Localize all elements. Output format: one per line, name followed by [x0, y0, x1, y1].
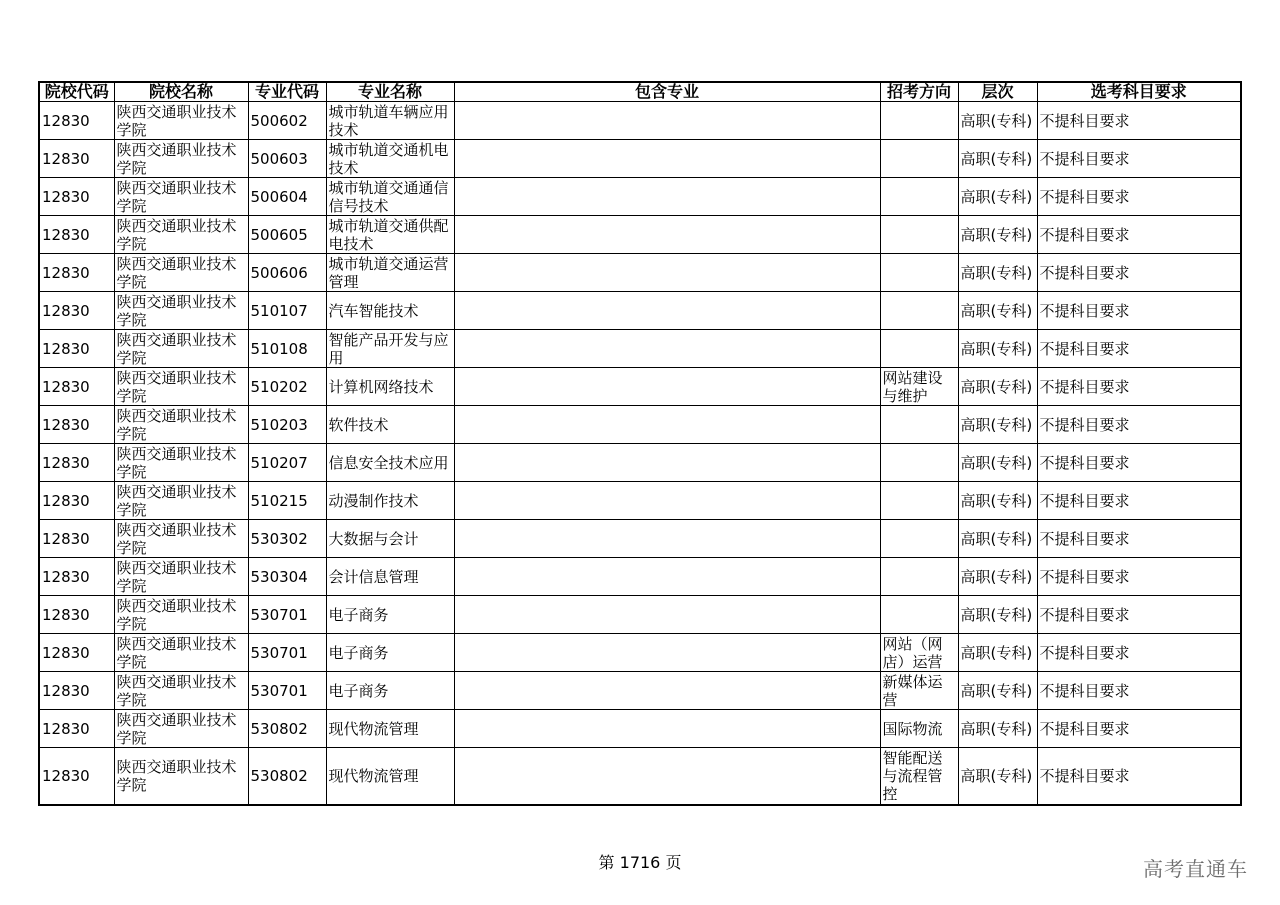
cell-requirement: 不提科目要求: [1037, 558, 1241, 596]
cell-major-name: 电子商务: [326, 596, 454, 634]
cell-included-majors: [454, 330, 880, 368]
table-row: [39, 482, 1241, 520]
cell-school-name: 陕西交通职业技术学院: [114, 634, 248, 672]
table-row: [39, 368, 1241, 406]
cell-level: 高职(专科): [958, 368, 1037, 406]
cell-direction: [880, 558, 958, 596]
page-number: 第 1716 页: [598, 853, 682, 872]
cell-school-name: 陕西交通职业技术学院: [114, 102, 248, 140]
cell-included-majors: [454, 444, 880, 482]
cell-included-majors: [454, 178, 880, 216]
cell-school-code: 12830: [39, 710, 114, 748]
cell-level: 高职(专科): [958, 216, 1037, 254]
cell-school-name: 陕西交通职业技术学院: [114, 520, 248, 558]
cell-school-name: 陕西交通职业技术学院: [114, 178, 248, 216]
cell-school-name: 陕西交通职业技术学院: [114, 596, 248, 634]
cell-school-name: 陕西交通职业技术学院: [114, 710, 248, 748]
cell-school-name: 陕西交通职业技术学院: [114, 444, 248, 482]
cell-school-code: 12830: [39, 368, 114, 406]
cell-major-code: 500603: [248, 140, 326, 178]
cell-major-code: 500604: [248, 178, 326, 216]
table-row: [39, 596, 1241, 634]
cell-included-majors: [454, 748, 880, 806]
table-row: [39, 292, 1241, 330]
cell-major-code: 530701: [248, 634, 326, 672]
cell-requirement: 不提科目要求: [1037, 178, 1241, 216]
cell-major-code: 530701: [248, 672, 326, 710]
cell-included-majors: [454, 368, 880, 406]
cell-included-majors: [454, 406, 880, 444]
cell-major-name: 现代物流管理: [326, 748, 454, 806]
header-requirement: 选考科目要求: [1037, 82, 1241, 102]
cell-level: 高职(专科): [958, 634, 1037, 672]
table-row: [39, 634, 1241, 672]
cell-direction: [880, 406, 958, 444]
watermark-text: 高考直通车: [1143, 857, 1248, 881]
cell-level: 高职(专科): [958, 330, 1037, 368]
cell-direction: [880, 444, 958, 482]
cell-level: 高职(专科): [958, 444, 1037, 482]
cell-direction: [880, 292, 958, 330]
cell-direction: [880, 596, 958, 634]
cell-level: 高职(专科): [958, 254, 1037, 292]
header-level: 层次: [958, 82, 1037, 102]
cell-major-code: 510108: [248, 330, 326, 368]
cell-level: 高职(专科): [958, 140, 1037, 178]
cell-major-name: 软件技术: [326, 406, 454, 444]
cell-direction: 网站（网店）运营: [880, 634, 958, 672]
table-row: [39, 406, 1241, 444]
cell-included-majors: [454, 520, 880, 558]
cell-included-majors: [454, 292, 880, 330]
table-body: [39, 102, 1241, 806]
cell-major-code: 500605: [248, 216, 326, 254]
table-row: [39, 254, 1241, 292]
cell-major-name: 会计信息管理: [326, 558, 454, 596]
cell-school-name: 陕西交通职业技术学院: [114, 216, 248, 254]
cell-requirement: 不提科目要求: [1037, 216, 1241, 254]
cell-level: 高职(专科): [958, 482, 1037, 520]
cell-school-name: 陕西交通职业技术学院: [114, 368, 248, 406]
cell-direction: 网站建设与维护: [880, 368, 958, 406]
header-included-majors: 包含专业: [454, 82, 880, 102]
cell-included-majors: [454, 634, 880, 672]
cell-level: 高职(专科): [958, 520, 1037, 558]
cell-requirement: 不提科目要求: [1037, 520, 1241, 558]
cell-school-name: 陕西交通职业技术学院: [114, 748, 248, 806]
cell-requirement: 不提科目要求: [1037, 596, 1241, 634]
cell-major-code: 530802: [248, 748, 326, 806]
cell-requirement: 不提科目要求: [1037, 444, 1241, 482]
table-row: [39, 330, 1241, 368]
cell-school-code: 12830: [39, 634, 114, 672]
cell-school-code: 12830: [39, 102, 114, 140]
cell-school-code: 12830: [39, 482, 114, 520]
cell-requirement: 不提科目要求: [1037, 634, 1241, 672]
cell-included-majors: [454, 216, 880, 254]
cell-major-name: 动漫制作技术: [326, 482, 454, 520]
cell-school-code: 12830: [39, 748, 114, 806]
cell-major-name: 智能产品开发与应用: [326, 330, 454, 368]
cell-major-code: 510202: [248, 368, 326, 406]
cell-direction: [880, 102, 958, 140]
table-row: [39, 520, 1241, 558]
table-row: [39, 178, 1241, 216]
cell-major-code: 500606: [248, 254, 326, 292]
cell-major-code: 500602: [248, 102, 326, 140]
cell-school-code: 12830: [39, 520, 114, 558]
cell-requirement: 不提科目要求: [1037, 140, 1241, 178]
cell-major-name: 信息安全技术应用: [326, 444, 454, 482]
cell-requirement: 不提科目要求: [1037, 330, 1241, 368]
cell-school-code: 12830: [39, 330, 114, 368]
cell-level: 高职(专科): [958, 710, 1037, 748]
cell-major-code: 510207: [248, 444, 326, 482]
cell-school-code: 12830: [39, 140, 114, 178]
cell-major-name: 现代物流管理: [326, 710, 454, 748]
cell-requirement: 不提科目要求: [1037, 482, 1241, 520]
cell-school-code: 12830: [39, 216, 114, 254]
cell-direction: [880, 216, 958, 254]
cell-major-code: 510203: [248, 406, 326, 444]
cell-major-name: 城市轨道车辆应用技术: [326, 102, 454, 140]
cell-major-name: 城市轨道交通运营管理: [326, 254, 454, 292]
cell-school-name: 陕西交通职业技术学院: [114, 406, 248, 444]
cell-included-majors: [454, 672, 880, 710]
cell-requirement: 不提科目要求: [1037, 292, 1241, 330]
cell-school-code: 12830: [39, 596, 114, 634]
cell-level: 高职(专科): [958, 558, 1037, 596]
cell-major-name: 城市轨道交通供配电技术: [326, 216, 454, 254]
cell-school-name: 陕西交通职业技术学院: [114, 558, 248, 596]
table-header-row: [39, 82, 1241, 102]
cell-requirement: 不提科目要求: [1037, 254, 1241, 292]
cell-level: 高职(专科): [958, 178, 1037, 216]
cell-direction: [880, 330, 958, 368]
table-row: [39, 710, 1241, 748]
cell-level: 高职(专科): [958, 102, 1037, 140]
cell-direction: 国际物流: [880, 710, 958, 748]
cell-major-name: 大数据与会计: [326, 520, 454, 558]
cell-included-majors: [454, 482, 880, 520]
cell-included-majors: [454, 596, 880, 634]
cell-requirement: 不提科目要求: [1037, 672, 1241, 710]
cell-included-majors: [454, 102, 880, 140]
cell-direction: [880, 520, 958, 558]
cell-requirement: 不提科目要求: [1037, 748, 1241, 806]
cell-school-code: 12830: [39, 444, 114, 482]
cell-school-code: 12830: [39, 406, 114, 444]
header-school-code: 院校代码: [39, 82, 114, 102]
cell-direction: 新媒体运营: [880, 672, 958, 710]
table-row: [39, 216, 1241, 254]
header-major-code: 专业代码: [248, 82, 326, 102]
header-direction: 招考方向: [880, 82, 958, 102]
admission-table: [38, 81, 1242, 806]
header-school-name: 院校名称: [114, 82, 248, 102]
cell-included-majors: [454, 558, 880, 596]
cell-major-code: 510215: [248, 482, 326, 520]
cell-major-name: 城市轨道交通机电技术: [326, 140, 454, 178]
cell-direction: [880, 178, 958, 216]
cell-school-name: 陕西交通职业技术学院: [114, 292, 248, 330]
cell-major-code: 530302: [248, 520, 326, 558]
cell-included-majors: [454, 254, 880, 292]
cell-direction: [880, 482, 958, 520]
cell-major-code: 530701: [248, 596, 326, 634]
cell-requirement: 不提科目要求: [1037, 102, 1241, 140]
table-row: [39, 558, 1241, 596]
cell-major-name: 电子商务: [326, 672, 454, 710]
cell-included-majors: [454, 140, 880, 178]
cell-direction: 智能配送与流程管控: [880, 748, 958, 806]
cell-school-name: 陕西交通职业技术学院: [114, 482, 248, 520]
cell-major-name: 电子商务: [326, 634, 454, 672]
header-major-name: 专业名称: [326, 82, 454, 102]
cell-included-majors: [454, 710, 880, 748]
cell-level: 高职(专科): [958, 748, 1037, 806]
cell-school-name: 陕西交通职业技术学院: [114, 254, 248, 292]
table-row: [39, 672, 1241, 710]
cell-school-code: 12830: [39, 558, 114, 596]
cell-school-code: 12830: [39, 178, 114, 216]
cell-direction: [880, 254, 958, 292]
cell-major-name: 城市轨道交通通信信号技术: [326, 178, 454, 216]
table-row: [39, 444, 1241, 482]
table-row: [39, 102, 1241, 140]
cell-level: 高职(专科): [958, 672, 1037, 710]
table-row: [39, 140, 1241, 178]
cell-school-name: 陕西交通职业技术学院: [114, 330, 248, 368]
cell-requirement: 不提科目要求: [1037, 368, 1241, 406]
cell-school-name: 陕西交通职业技术学院: [114, 672, 248, 710]
cell-school-code: 12830: [39, 292, 114, 330]
cell-school-name: 陕西交通职业技术学院: [114, 140, 248, 178]
cell-major-code: 530304: [248, 558, 326, 596]
cell-level: 高职(专科): [958, 596, 1037, 634]
table-row: [39, 748, 1241, 806]
cell-school-code: 12830: [39, 672, 114, 710]
cell-level: 高职(专科): [958, 292, 1037, 330]
cell-major-name: 汽车智能技术: [326, 292, 454, 330]
cell-major-code: 530802: [248, 710, 326, 748]
cell-direction: [880, 140, 958, 178]
cell-major-code: 510107: [248, 292, 326, 330]
cell-requirement: 不提科目要求: [1037, 710, 1241, 748]
cell-requirement: 不提科目要求: [1037, 406, 1241, 444]
cell-school-code: 12830: [39, 254, 114, 292]
cell-major-name: 计算机网络技术: [326, 368, 454, 406]
cell-level: 高职(专科): [958, 406, 1037, 444]
